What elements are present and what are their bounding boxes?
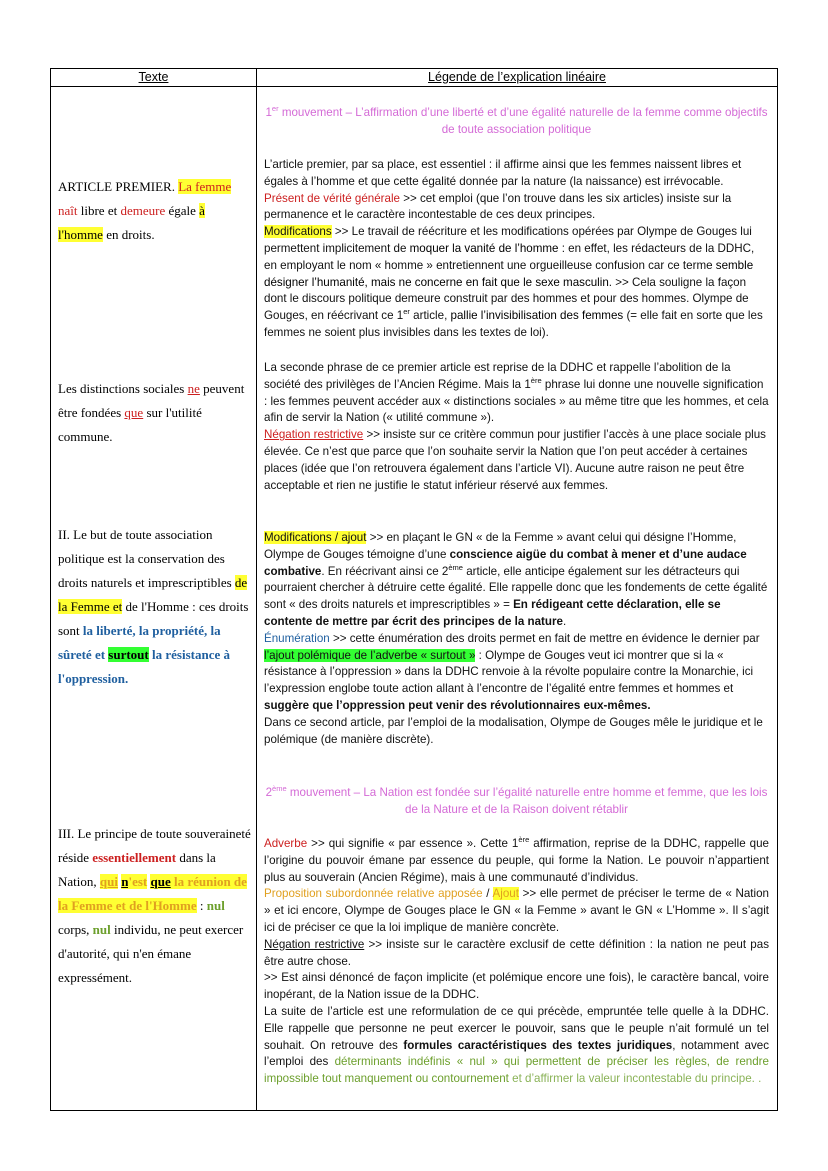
legend-paragraph-1: L’article premier, par sa place, est essentiel : il affirme ainsi que les femmes naissent libres et égales à l’homme et que cette égalité donnée par la nature (la naissance) est irrévocable. Présent de vérité générale >> cet emploi (que l’on trouve dans les six articles) insiste sur la permanence et le caractère incontestable de ces deux principes. Modifications >> Le travail de réécriture et les modifications opérées par Olympe de Gouges lui permettent implicitement de moquer la vanité de l’homme : en effet, les rédacteurs de la DDHC, en employant le nom « homme » entretiennent une orgueilleuse confusion car ce terme semble désigner l’humanité, mais ne concerne en fait que le sexe masculin. >> Cela souligne la façon dont le discours politique demeure construit par des hommes et pour des hommes. Olympe de Gouges, en réécrivant ce 1er article, pallie l’invisibilisation des femmes (= elle fait en sorte que les femmes ne soient plus invisibles dans les textes de loi). (264, 158, 763, 339)
hl-ajout-surtout: l’ajout polémique de l’adverbe « surtout » (264, 648, 476, 662)
label-enumeration: Énumération (264, 631, 330, 645)
label-present: Présent de vérité générale (264, 191, 400, 205)
hl-la-femme: La femme (178, 179, 232, 194)
mouvement-1-title: 1er mouvement – L’affirmation d’une liberté et d’une égalité naturelle de la femme comme objectifs de toute association politique (265, 104, 768, 136)
text-column (51, 87, 257, 1111)
label-adverbe: Adverbe (264, 837, 308, 850)
header-texte: Texte (51, 69, 257, 87)
verb-nait: naît (58, 203, 78, 218)
mouvement-2-title: 2ème mouvement – La Nation est fondée sur l’égalité naturelle entre homme et femme, que les lois de la Nature et de la Raison doivent rétablir (265, 784, 768, 816)
article-premier-p2: Les distinctions sociales ne peuvent être fondées que sur l'utilité commune. (58, 381, 245, 444)
legend-paragraph-2: La seconde phrase de ce premier article est reprise de la DDHC et rappelle l’abolition de la société des privilèges de l’Ancien Régime. Mais la 1ère phrase lui donne une nouvelle signification : les femmes peuvent accéder aux « distinctions sociales » au même titre que les hommes, et cela afin de servir la Nation (« utilité commune »). Négation restrictive >> insiste sur ce critère commun pour justifier l’accès à une place sociale plus élevée. Ce n’est que parce que l’on souhaite servir la Nation que l’on peut accéder à certaines places (idée que l’on retrouvera également dans l’article VI). Aucune autre raison ne peut être acceptable et rien ne justifie le statut inférieur réservé aux femmes. (264, 361, 769, 492)
legend-paragraph-4: Adverbe >> qui signifie « par essence ». Cette 1ère affirmation, reprise de la DDHC, rappelle que l’origine du pouvoir émane par essence du peuple, qui forme la Nation. Le pouvoir n’appartient plus au souverain (Ancien Régime), mais à une communauté d’individus. Proposition subordonnée relative apposée / Ajout >> elle permet de préciser le terme de « Nation » et ici encore, Olympe de Gouges place le GN « la Femme » avant le GN « L’Homme ». Il s’agit ici de préciser ce que la loi implique de manière concrète. Négation restrictive >> insiste sur le caractère exclusif de cette définition : la nation ne peut pas être autre chose. >> Est ainsi dénoncé de façon implicite (et polémique encore une fois), le caractère bancal, voire inopérant, de la Nation issue de la DDHC. La suite de l’article est une reformulation de ce qui précède, empruntée telle quelle à la DDHC. Elle rappelle que personne ne peut exercer le pouvoir, sans que le peuple n’ait formulé un tel souhait. On retrouve des formules caractéristiques des textes juridiques, notamment avec l’emploi des déterminants indéfinis « nul » qui permettent de préciser les règles, de rendre impossible tout manquement ou contournement et d’affirmer la valeur incontestable du principe. . (264, 835, 770, 1086)
label-negation-1: Négation restrictive (264, 428, 364, 442)
legend-column (257, 87, 778, 1111)
label-negation-2: Négation restrictive (264, 937, 365, 951)
neg-que: que (124, 405, 144, 420)
article-iii: III. Le principe de toute souveraineté réside essentiellement dans la Nation, qui n'est que la réunion de la Femme et de l'Homme : nul corps, nul individu, ne peut exercer d'autorité, qui n'en émane expressément. (58, 826, 251, 985)
hl-lhomme: l'homme (58, 227, 103, 242)
neg-ne: ne (187, 381, 200, 396)
article-ii: II. Le but de toute association politique est la conservation des droits naturels et imprescriptibles de la Femme et de l'Homme : ces droits sont la liberté, la propriété, la sûreté et surtout la résistance à l'oppression. (58, 527, 249, 686)
legend-paragraph-3: Modifications / ajout >> en plaçant le GN « de la Femme » avant celui qui désigne l’Homme, Olympe de Gouges témoigne d’une conscience aigüe du combat à mener et d’une audace combative. En réécrivant ainsi ce 2ème article, elle anticipe également sur les détracteurs qui pourraient chercher à détruire cette égalité. Elle rappelle donc que les fondements de cette égalité sont « des droits naturels et imprescriptibles » = En rédigeant cette déclaration, elle se contente de mettre par écrit des principes de la nature. Énumération >> cette énumération des droits permet en fait de mettre en évidence le dernier par l’ajout polémique de l’adverbe « surtout » : Olympe de Gouges veut ici montrer que si la « résistance à l’oppression » dans la DDHC renvoie à la révolte populaire contre la Monarchie, ici l’expression englobe toute action allant à l’encontre de l’égalité entre femmes et hommes et suggère que l’oppression peut venir des révolutionnaires eux-mêmes. Dans ce second article, par l’emploi de la modalisation, Olympe de Gouges mêle le juridique et le polémique (de manière discrète). (264, 531, 768, 746)
label-modifications: Modifications (264, 225, 332, 239)
rights-enumeration: la liberté, la propriété, la sûreté et (58, 623, 221, 662)
label-modifications-ajout: Modifications / ajout (264, 531, 367, 544)
label-ajout: Ajout (492, 887, 519, 901)
verb-demeure: demeure (120, 203, 166, 218)
det-nul-1: nul (206, 898, 225, 913)
header-legende: Légende de l’explication linéaire (257, 69, 778, 87)
adverb-essentiellement: essentiellement (92, 850, 177, 865)
explication-table (50, 68, 778, 1111)
article-premier-p1: ARTICLE PREMIER. La femme naît libre et demeure égale à l'homme en droits. (58, 179, 232, 242)
hl-surtout: surtout (108, 647, 149, 662)
det-nul-2: nul (92, 922, 111, 937)
label-proposition: Proposition subordonnée relative apposée (264, 887, 483, 901)
hl-reunion: la réunion de la Femme et de l'Homme (58, 874, 247, 913)
hl-de-la-femme: de la Femme et (58, 575, 248, 614)
label-determinants: déterminants indéfinis « nul » qui permettent de préciser les règles, de rendre impossible tout manquement ou contournement (264, 1055, 769, 1086)
